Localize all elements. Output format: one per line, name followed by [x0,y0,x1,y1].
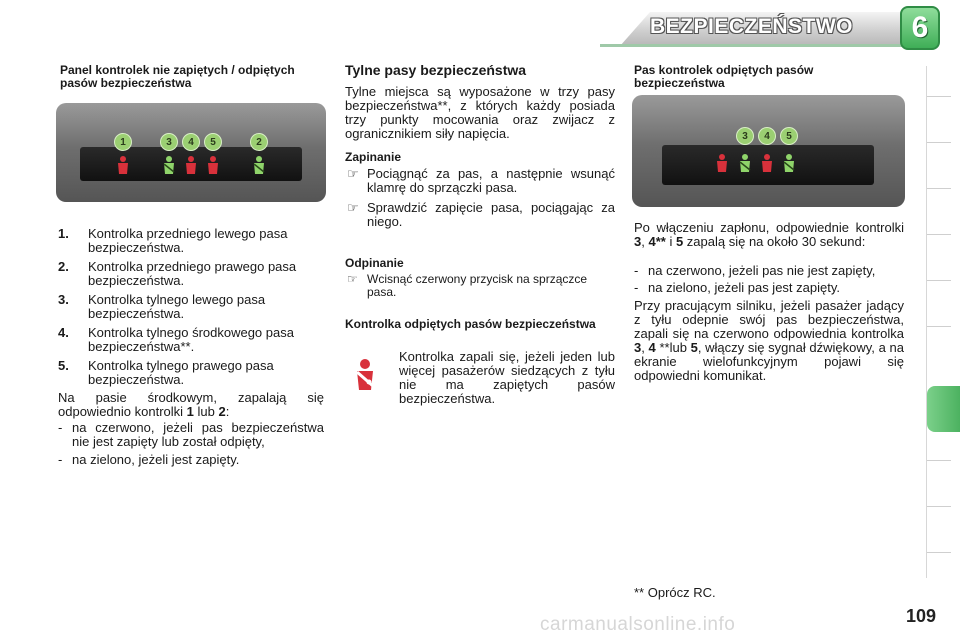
watermark: carmanualsonline.info [540,614,736,635]
para-text: i [665,234,676,249]
right-heading: Pas kontrolek odpiętych pasów bezpieczeństwa [634,63,814,90]
unfasten-steps [345,273,615,305]
seatbelt-lamp-red-icon [759,153,775,173]
para-text: Na pasie środkowym, zapalają się odpowiednio kontrolki [58,390,324,419]
thumb-index [926,66,960,578]
list-item [58,359,324,387]
chapter-number: 6 [911,11,929,44]
list-item [58,260,324,288]
warning-heading: Kontrolka odpiętych pasów bezpieczeństwa [345,317,596,331]
thumb-tab-divider [927,506,951,507]
seatbelt-lamp-red-icon [205,155,221,175]
thumb-tab-divider [927,280,951,281]
step-text: Wcisnąć czerwony przycisk na sprzączce pasa. [367,272,588,299]
para-text: **lub [655,340,691,355]
seatbelt-panel-image [56,103,326,202]
para-text: zapalą się na około 30 sekund: [683,234,866,249]
item-number: 4. [58,325,69,340]
item-number: 1. [58,226,69,241]
seatbelt-lamp-green-icon [737,153,753,173]
list-item [58,293,324,321]
para-bold: 5 [675,234,684,249]
item-number: 5. [58,358,69,373]
para-text: lub [193,404,219,419]
thumb-tab-divider [927,142,951,143]
left-heading: Panel kontrolek nie zapiętych / odpiętych pasów bezpieczeństwa [60,63,295,90]
fasten-heading: Zapinanie [345,150,402,164]
thumb-tab-divider [927,552,951,553]
pointing-hand-icon: ☞ [347,272,358,286]
lamp-marker: 4 [182,133,200,151]
fasten-steps [345,167,615,235]
fasten-step [345,167,615,195]
para-text: Po włączeniu zapłonu, odpowiednie kontrolki [634,220,904,235]
page-number: 109 [906,606,937,626]
lamp-marker: 2 [250,133,268,151]
middle-seat-paragraph [58,391,324,419]
para-text: , włączy się sygnał dźwiękowy, a na ekranie wielofunkcyjnym pojawi się odpowiedni komunikat. [634,340,904,383]
page-title: BEZPIECZEŃSTWO [650,15,854,38]
lamp-list [58,227,324,392]
item-text: Kontrolka tylnego środkowego pasa bezpieczeństwa**. [88,325,294,354]
para-bold: 5 [690,340,698,355]
dash-item: - na czerwono, jeżeli pas nie jest zapięty, [634,264,904,278]
thumb-tab-divider [927,96,951,97]
seatbelt-lamp-red-icon [115,155,131,175]
list-item [58,326,324,354]
dash-list [58,421,324,467]
lamp-marker: 4 [758,127,776,145]
item-text: Kontrolka przedniego lewego pasa bezpieczeństwa. [88,226,288,255]
seatbelt-lamp-red-icon [714,153,730,173]
item-number: 2. [58,259,69,274]
para-text: Przy pracującym silniku, jeżeli pasażer jadący z tyłu odepnie swój pas bezpieczeństwa, zapali się na czerwono odpowiednia kontrolka [634,298,904,341]
step-text: Pociągnąć za pas, a następnie wsunąć klamrę do sprzączki pasa. [367,166,615,195]
header-rule [600,44,910,47]
lamp-marker: 5 [204,133,222,151]
rear-belts-heading: Tylne pasy bezpieczeństwa [345,62,527,78]
footnote: ** Oprócz RC. [634,585,716,600]
item-text: Kontrolka tylnego lewego pasa bezpieczeństwa. [88,292,266,321]
rear-seatbelt-panel-image [632,95,905,207]
para-bold: 4 [648,340,656,355]
seatbelt-lamp-green-icon [781,153,797,173]
dash-item: - na zielono, jeżeli pas jest zapięty. [634,281,904,295]
thumb-tab-active[interactable] [927,386,960,432]
para-text: , [641,234,649,249]
seatbelt-lamp-red-icon [183,155,199,175]
pointing-hand-icon: ☞ [347,166,359,181]
seatbelt-lamp-green-icon [161,155,177,175]
lamp-marker: 5 [780,127,798,145]
item-text: Kontrolka przedniego prawego pasa bezpieczeństwa. [88,259,297,288]
seatbelt-warning-icon [350,358,380,392]
fasten-step [345,201,615,229]
para-bold: 2 [218,404,226,419]
para-text: : [225,404,230,419]
warning-text: Kontrolka zapali się, jeżeli jeden lub więcej pasażerów siedzących z tyłu nie ma zapiętych pasów bezpieczeństwa. [399,349,615,406]
lamp-marker: 3 [736,127,754,145]
para-text: , [641,340,649,355]
item-text: Kontrolka tylnego prawego pasa bezpieczeństwa. [88,358,274,387]
lamp-marker: 3 [160,133,178,151]
para-bold: 4** [648,234,666,249]
para-bold: 3 [634,340,642,355]
chapter-badge [900,6,940,50]
engine-running-paragraph [634,299,904,383]
thumb-tab-divider [927,234,951,235]
thumb-tab-divider [927,188,951,189]
lamp-marker: 1 [114,133,132,151]
thumb-tab-divider [927,460,951,461]
step-text: Sprawdzić zapięcie pasa, pociągając za niego. [367,200,615,229]
ignition-paragraph [634,221,904,249]
dash-item: - na zielono, jeżeli jest zapięty. [58,453,324,467]
para-bold: 3 [634,234,642,249]
unfasten-step [345,273,615,299]
dash-item: - na czerwono, jeżeli pas bezpieczeństwa nie jest zapięty lub został odpięty, [58,421,324,449]
item-number: 3. [58,292,69,307]
ignition-dash-list [634,264,904,295]
para-bold: 1 [186,404,194,419]
list-item [58,227,324,255]
pointing-hand-icon: ☞ [347,200,359,215]
thumb-tab-divider [927,326,951,327]
unfasten-heading: Odpinanie [345,256,404,270]
rear-belts-intro: Tylne miejsca są wyposażone w trzy pasy bezpieczeństwa**, z których każdy posiada trzy punkty mocowania oraz zwijacz z ogranicznikiem siły napięcia. [345,84,615,141]
seatbelt-lamp-green-icon [251,155,267,175]
